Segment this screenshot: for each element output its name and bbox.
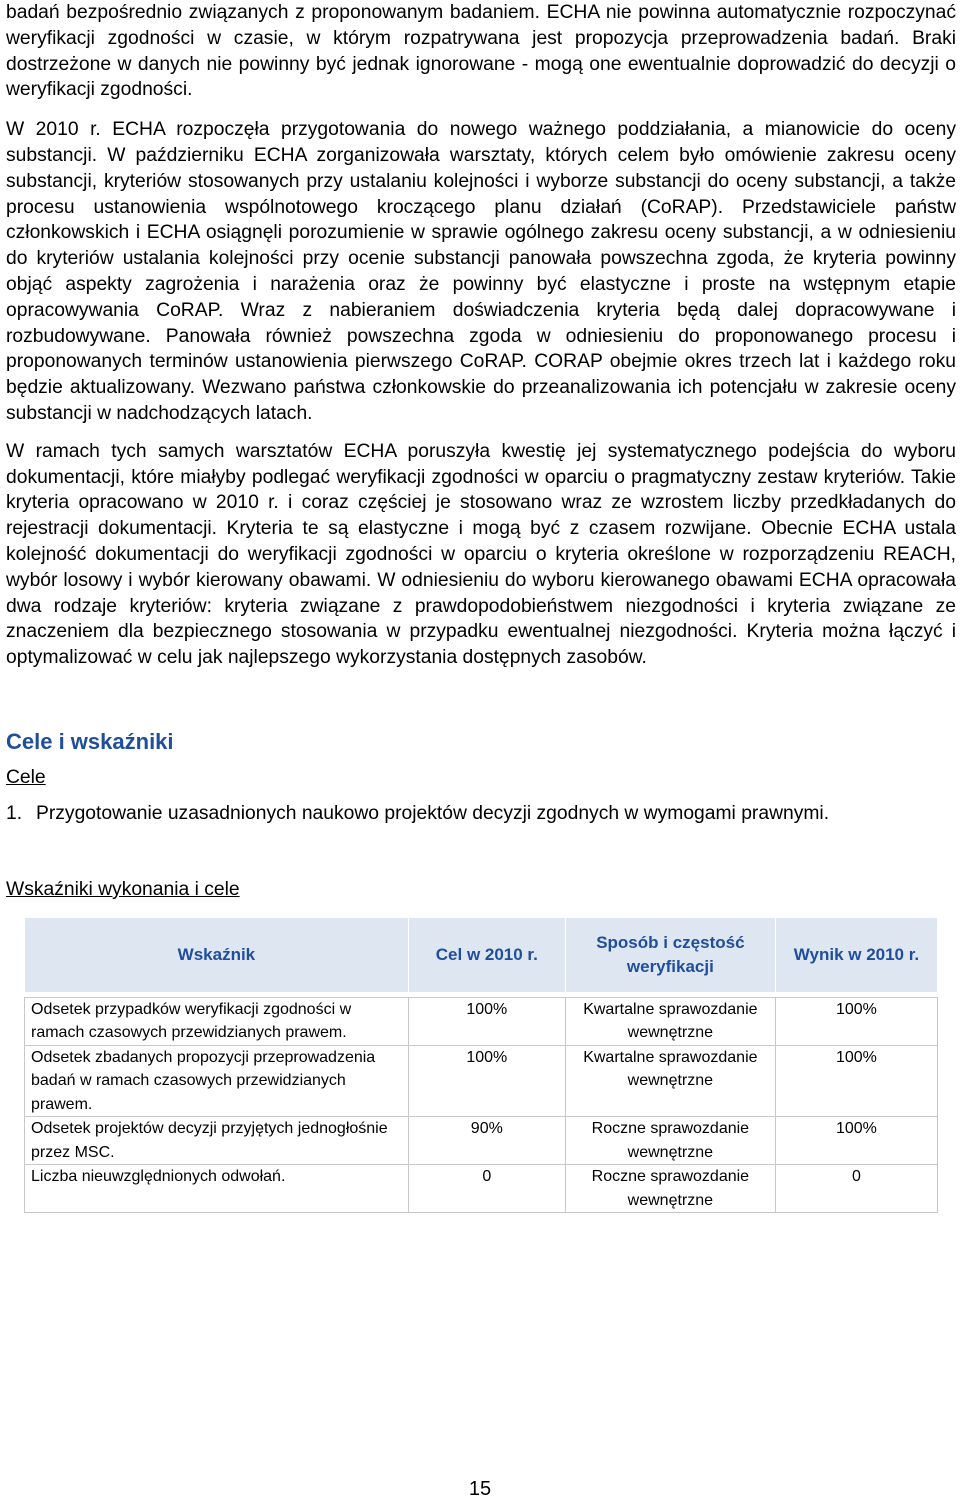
cell-method: Kwartalne sprawozdanie wewnętrzne <box>565 997 775 1045</box>
header-indicator: Wskaźnik <box>25 917 409 992</box>
cell-indicator: Liczba nieuwzględnionych odwołań. <box>25 1165 409 1213</box>
table-row <box>25 997 938 1045</box>
table-row <box>25 1045 938 1117</box>
goal-number: 1. <box>6 802 23 824</box>
table-row <box>25 1117 938 1165</box>
page-number: 15 <box>468 1478 492 1500</box>
cell-result: 100% <box>775 1117 937 1165</box>
document-page <box>6 0 956 1213</box>
header-method: Sposób i częstość weryfikacji <box>565 917 775 992</box>
goals-subheading: Cele <box>6 766 46 788</box>
goal-item <box>6 801 956 827</box>
cell-result: 100% <box>775 1045 937 1117</box>
cell-indicator: Odsetek zbadanych propozycji przeprowadzenia badań w ramach czasowych przewidzianych prawem. <box>25 1045 409 1117</box>
paragraph-3: W ramach tych samych warsztatów ECHA poruszyła kwestię jej systematycznego podejścia do wyboru dokumentacji, które miałyby podlegać weryfikacji zgodności w oparciu o pragmatyczny zestaw kryteriów. Takie kryteria opracowano w 2010 r. i coraz częściej je stosowano wraz ze wzrostem liczby przedkładanych do rejestracji dokumentacji. Kryteria te są elastyczne i mogą być z czasem rozwijane. Obecnie ECHA ustala kolejność dokumentacji do weryfikacji zgodności w oparciu o kryteria określone w rozporządzeniu REACH, wybór losowy i wybór kierowany obawami. W odniesieniu do wyboru kierowanego obawami ECHA opracowała dwa rodzaje kryteriów: kryteria związane z prawdopodobieństwem niezgodności i kryteria związane ze znaczeniem dla bezpiecznego stosowania w przypadku ewentualnej niezgodności. Kryteria można łączyć i optymalizować w celu jak najlepszego wykorzystania dostępnych zasobów. <box>6 440 956 669</box>
cell-method: Roczne sprawozdanie wewnętrzne <box>565 1165 775 1213</box>
paragraph-1: badań bezpośrednio związanych z proponowanym badaniem. ECHA nie powinna automatycznie rozpoczynać weryfikacji zgodności w czasie, w którym rozpatrywana jest propozycja przeprowadzenia badań. Braki dostrzeżone w danych nie powinny być jednak ignorowane - mogą one ewentualnie doprowadzić do decyzji o weryfikacji zgodności. <box>6 2 956 101</box>
kpi-table <box>24 917 938 1214</box>
table-row <box>25 1165 938 1213</box>
cell-target: 0 <box>408 1165 565 1213</box>
cell-result: 0 <box>775 1165 937 1213</box>
header-target: Cel w 2010 r. <box>408 917 565 992</box>
cell-target: 100% <box>408 997 565 1045</box>
header-result: Wynik w 2010 r. <box>775 917 937 992</box>
cell-method: Roczne sprawozdanie wewnętrzne <box>565 1117 775 1165</box>
cell-indicator: Odsetek przypadków weryfikacji zgodności w ramach czasowych przewidzianych prawem. <box>25 997 409 1045</box>
cell-method: Kwartalne sprawozdanie wewnętrzne <box>565 1045 775 1117</box>
paragraph-2: W 2010 r. ECHA rozpoczęła przygotowania do nowego ważnego poddziałania, a mianowicie do oceny substancji. W październiku ECHA zorganizowała warsztaty, których celem było omówienie zakresu oceny substancji, kryteriów stosowanych przy ustalaniu kolejności i wyborze substancji do oceny substancji, a także procesu ustanowienia wspólnotowego kroczącego planu działań (CoRAP). Przedstawiciele państw członkowskich i ECHA osiągnęli porozumienie w sprawie ogólnego zakresu oceny substancji, a w odniesieniu do kryteriów ustalania kolejności przy ocenie substancji panowała powszechna zgoda, że kryteria powinny objąć aspekty zagrożenia i narażenia oraz że powinny być elastyczne i proste na wstępnym etapie opracowywania CoRAP. Wraz z nabieraniem doświadczenia kryteria będą dalej dopracowywane i rozbudowywane. Panowała również powszechna zgoda w odniesieniu do proponowanego procesu i proponowanych terminów ustanowienia pierwszego CoRAP. CORAP obejmie okres trzech lat i każdego roku będzie aktualizowany. Wezwano państwa członkowskie do przeanalizowania ich potencjału w zakresie oceny substancji w nadchodzących latach. <box>6 119 956 424</box>
cell-target: 100% <box>408 1045 565 1117</box>
kpi-subheading: Wskaźniki wykonania i cele <box>6 878 240 900</box>
goals-list <box>6 801 956 827</box>
table-header-row <box>25 917 938 992</box>
cell-result: 100% <box>775 997 937 1045</box>
cell-indicator: Odsetek projektów decyzji przyjętych jednogłośnie przez MSC. <box>25 1117 409 1165</box>
section-heading: Cele i wskaźniki <box>6 728 174 754</box>
cell-target: 90% <box>408 1117 565 1165</box>
goal-text: Przygotowanie uzasadnionych naukowo projektów decyzji zgodnych w wymogami prawnymi. <box>36 802 830 824</box>
